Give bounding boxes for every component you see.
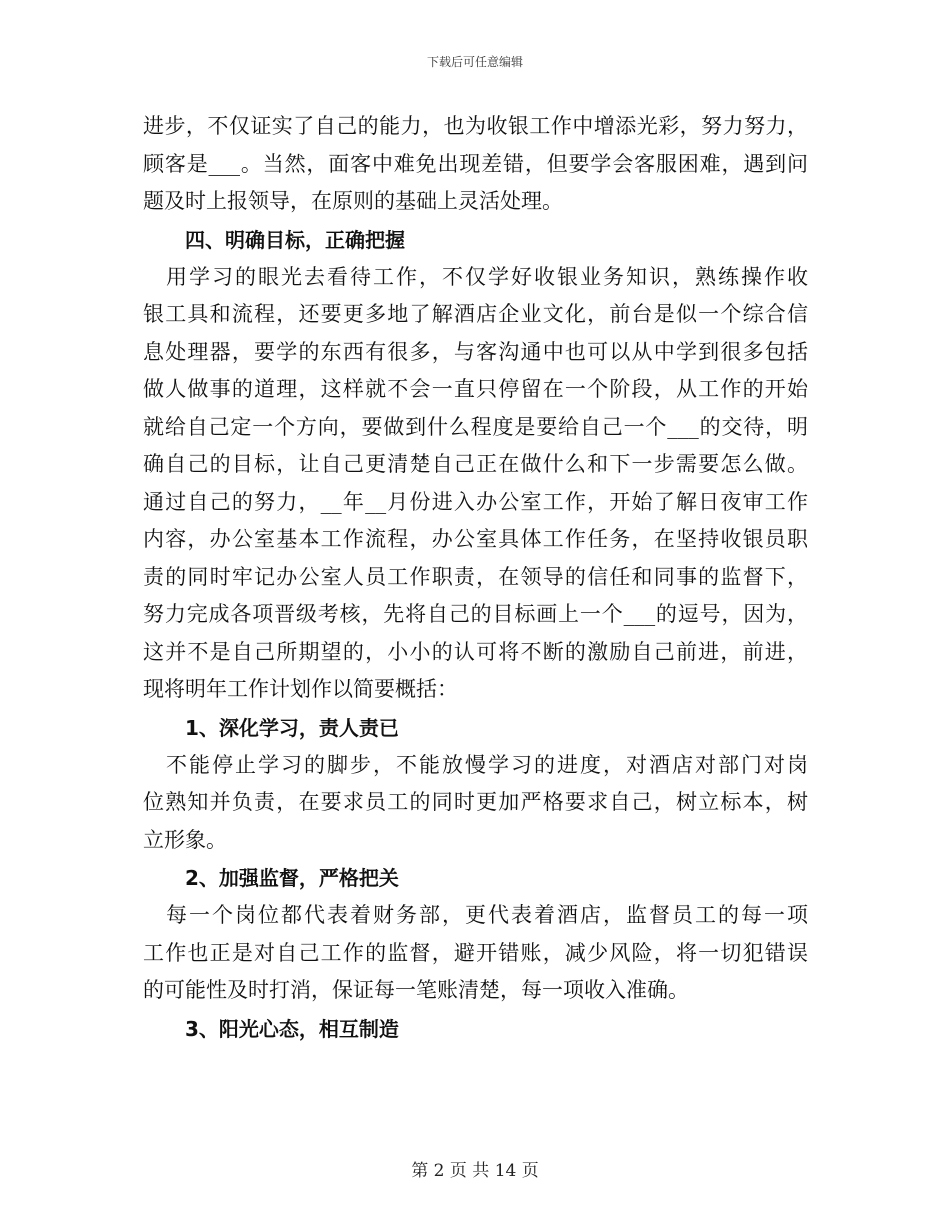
text-line: 位熟知并负责，在要求员工的同时更加严格要求自己，树立标本，树 xyxy=(143,790,808,814)
paragraph-goals xyxy=(143,259,808,709)
text-line: 现将明年工作计划作以简要概括： xyxy=(143,677,458,701)
text-line: 用学习的眼光去看待工作，不仅学好收银业务知识，熟练操作收 xyxy=(143,264,808,289)
section-heading-4: 四、明确目标，正确把握 xyxy=(185,227,405,252)
section-heading-2: 2、加强监督，严格把关 xyxy=(185,866,399,890)
text-line: 每一个岗位都代表着财务部，更代表着酒店，监督员工的每一项 xyxy=(143,903,808,927)
text-line: 工作也正是对自己工作的监督，避开错账，减少风险，将一切犯错误 xyxy=(143,940,808,965)
text-line: 银工具和流程，还要更多地了解酒店企业文化，前台是似一个综合信 xyxy=(143,302,808,326)
paragraph-supervision xyxy=(143,897,808,1010)
text-line: 内容，办公室基本工作流程，办公室具体工作任务，在坚持收银员职 xyxy=(143,527,808,551)
paragraph-progress xyxy=(143,108,808,221)
text-line: 努力完成各项晋级考核，先将自己的目标画上一个___的逗号，因为， xyxy=(143,602,808,626)
text-line: 就给自己定一个方向，要做到什么程度是要给自己一个___的交待，明 xyxy=(143,414,808,439)
document-body xyxy=(143,108,808,1048)
text-line: 息处理器，要学的东西有很多，与客沟通中也可以从中学到很多包括 xyxy=(143,339,808,364)
text-line: 不能停止学习的脚步，不能放慢学习的进度，对酒店对部门对岗 xyxy=(143,752,808,777)
text-line: 的可能性及时打消，保证每一笔账清楚，每一项收入准确。 xyxy=(143,978,689,1002)
text-line: 通过自己的努力，__年__月份进入办公室工作，开始了解日夜审工作 xyxy=(143,489,808,514)
text-line: 进步，不仅证实了自己的能力，也为收银工作中增添光彩，努力努力， xyxy=(143,114,808,138)
paragraph-study xyxy=(143,747,808,860)
text-line: 这并不是自己所期望的，小小的认可将不断的激励自己前进，前进， xyxy=(143,639,808,664)
section-heading-1: 1、深化学习，责人责已 xyxy=(185,715,399,740)
text-line: 立形象。 xyxy=(143,827,227,852)
page-header: 下载后可任意编辑 xyxy=(426,55,523,69)
text-line: 责的同时牢记办公室人员工作职责，在领导的信任和同事的监督下， xyxy=(143,564,808,589)
section-heading-3: 3、阳光心态，相互制造 xyxy=(185,1016,399,1041)
text-line: 做人做事的道理，这样就不会一直只停留在一个阶段，从工作的开始 xyxy=(143,377,808,401)
text-line: 题及时上报领导，在原则的基础上灵活处理。 xyxy=(143,189,563,213)
text-line: 顾客是___。当然，面客中难免出现差错，但要学会客服困难，遇到问 xyxy=(143,151,808,176)
page-footer: 第 2 页 共 14 页 xyxy=(411,1161,539,1181)
text-line: 确自己的目标，让自己更清楚自己正在做什么和下一步需要怎么做。 xyxy=(143,452,808,476)
